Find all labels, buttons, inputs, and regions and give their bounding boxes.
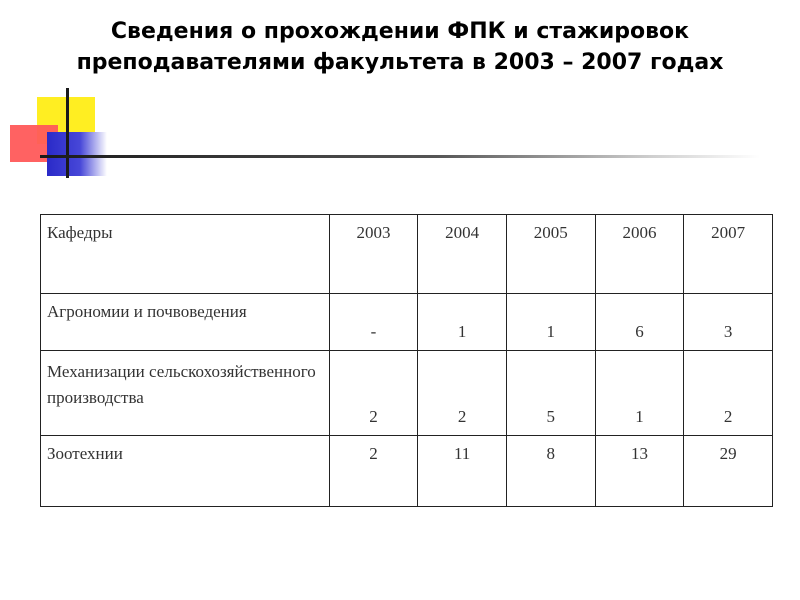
blue-square-decoration: [47, 132, 107, 176]
table-cell: 13: [595, 436, 684, 507]
vertical-divider-line: [66, 88, 69, 178]
table-cell: 1: [418, 294, 507, 351]
row-label: Агрономии и почвоведения: [41, 294, 330, 351]
header-cell-2003: 2003: [329, 215, 418, 294]
table-row: [41, 436, 773, 507]
row-label: Зоотехнии: [41, 436, 330, 507]
decorative-graphic: [0, 0, 800, 200]
table-cell: 3: [684, 294, 773, 351]
header-cell-2006: 2006: [595, 215, 684, 294]
row-label: Механизации сельскохозяйственного производства: [41, 351, 330, 436]
table-cell: 1: [506, 294, 595, 351]
training-table: [40, 214, 773, 507]
horizontal-divider-line: [40, 155, 760, 158]
table-row: [41, 351, 773, 436]
table-cell: 5: [506, 351, 595, 436]
table-cell: 11: [418, 436, 507, 507]
table-row: [41, 294, 773, 351]
table-cell: 8: [506, 436, 595, 507]
title-line-1: Сведения о прохождении ФПК и стажировок: [110, 19, 690, 44]
table-cell: -: [329, 294, 418, 351]
table-cell: 2: [329, 436, 418, 507]
header-cell-departments: Кафедры: [41, 215, 330, 294]
title-line-2: преподавателями факультета в 2003 – 2007 годах: [76, 50, 724, 75]
table-cell: 2: [418, 351, 507, 436]
table-cell: 2: [329, 351, 418, 436]
header-cell-2004: 2004: [418, 215, 507, 294]
header-cell-2007: 2007: [684, 215, 773, 294]
table-cell: 1: [595, 351, 684, 436]
header-cell-2005: 2005: [506, 215, 595, 294]
table-cell: 2: [684, 351, 773, 436]
table-header-row: [41, 215, 773, 294]
table-cell: 6: [595, 294, 684, 351]
table-cell: 29: [684, 436, 773, 507]
